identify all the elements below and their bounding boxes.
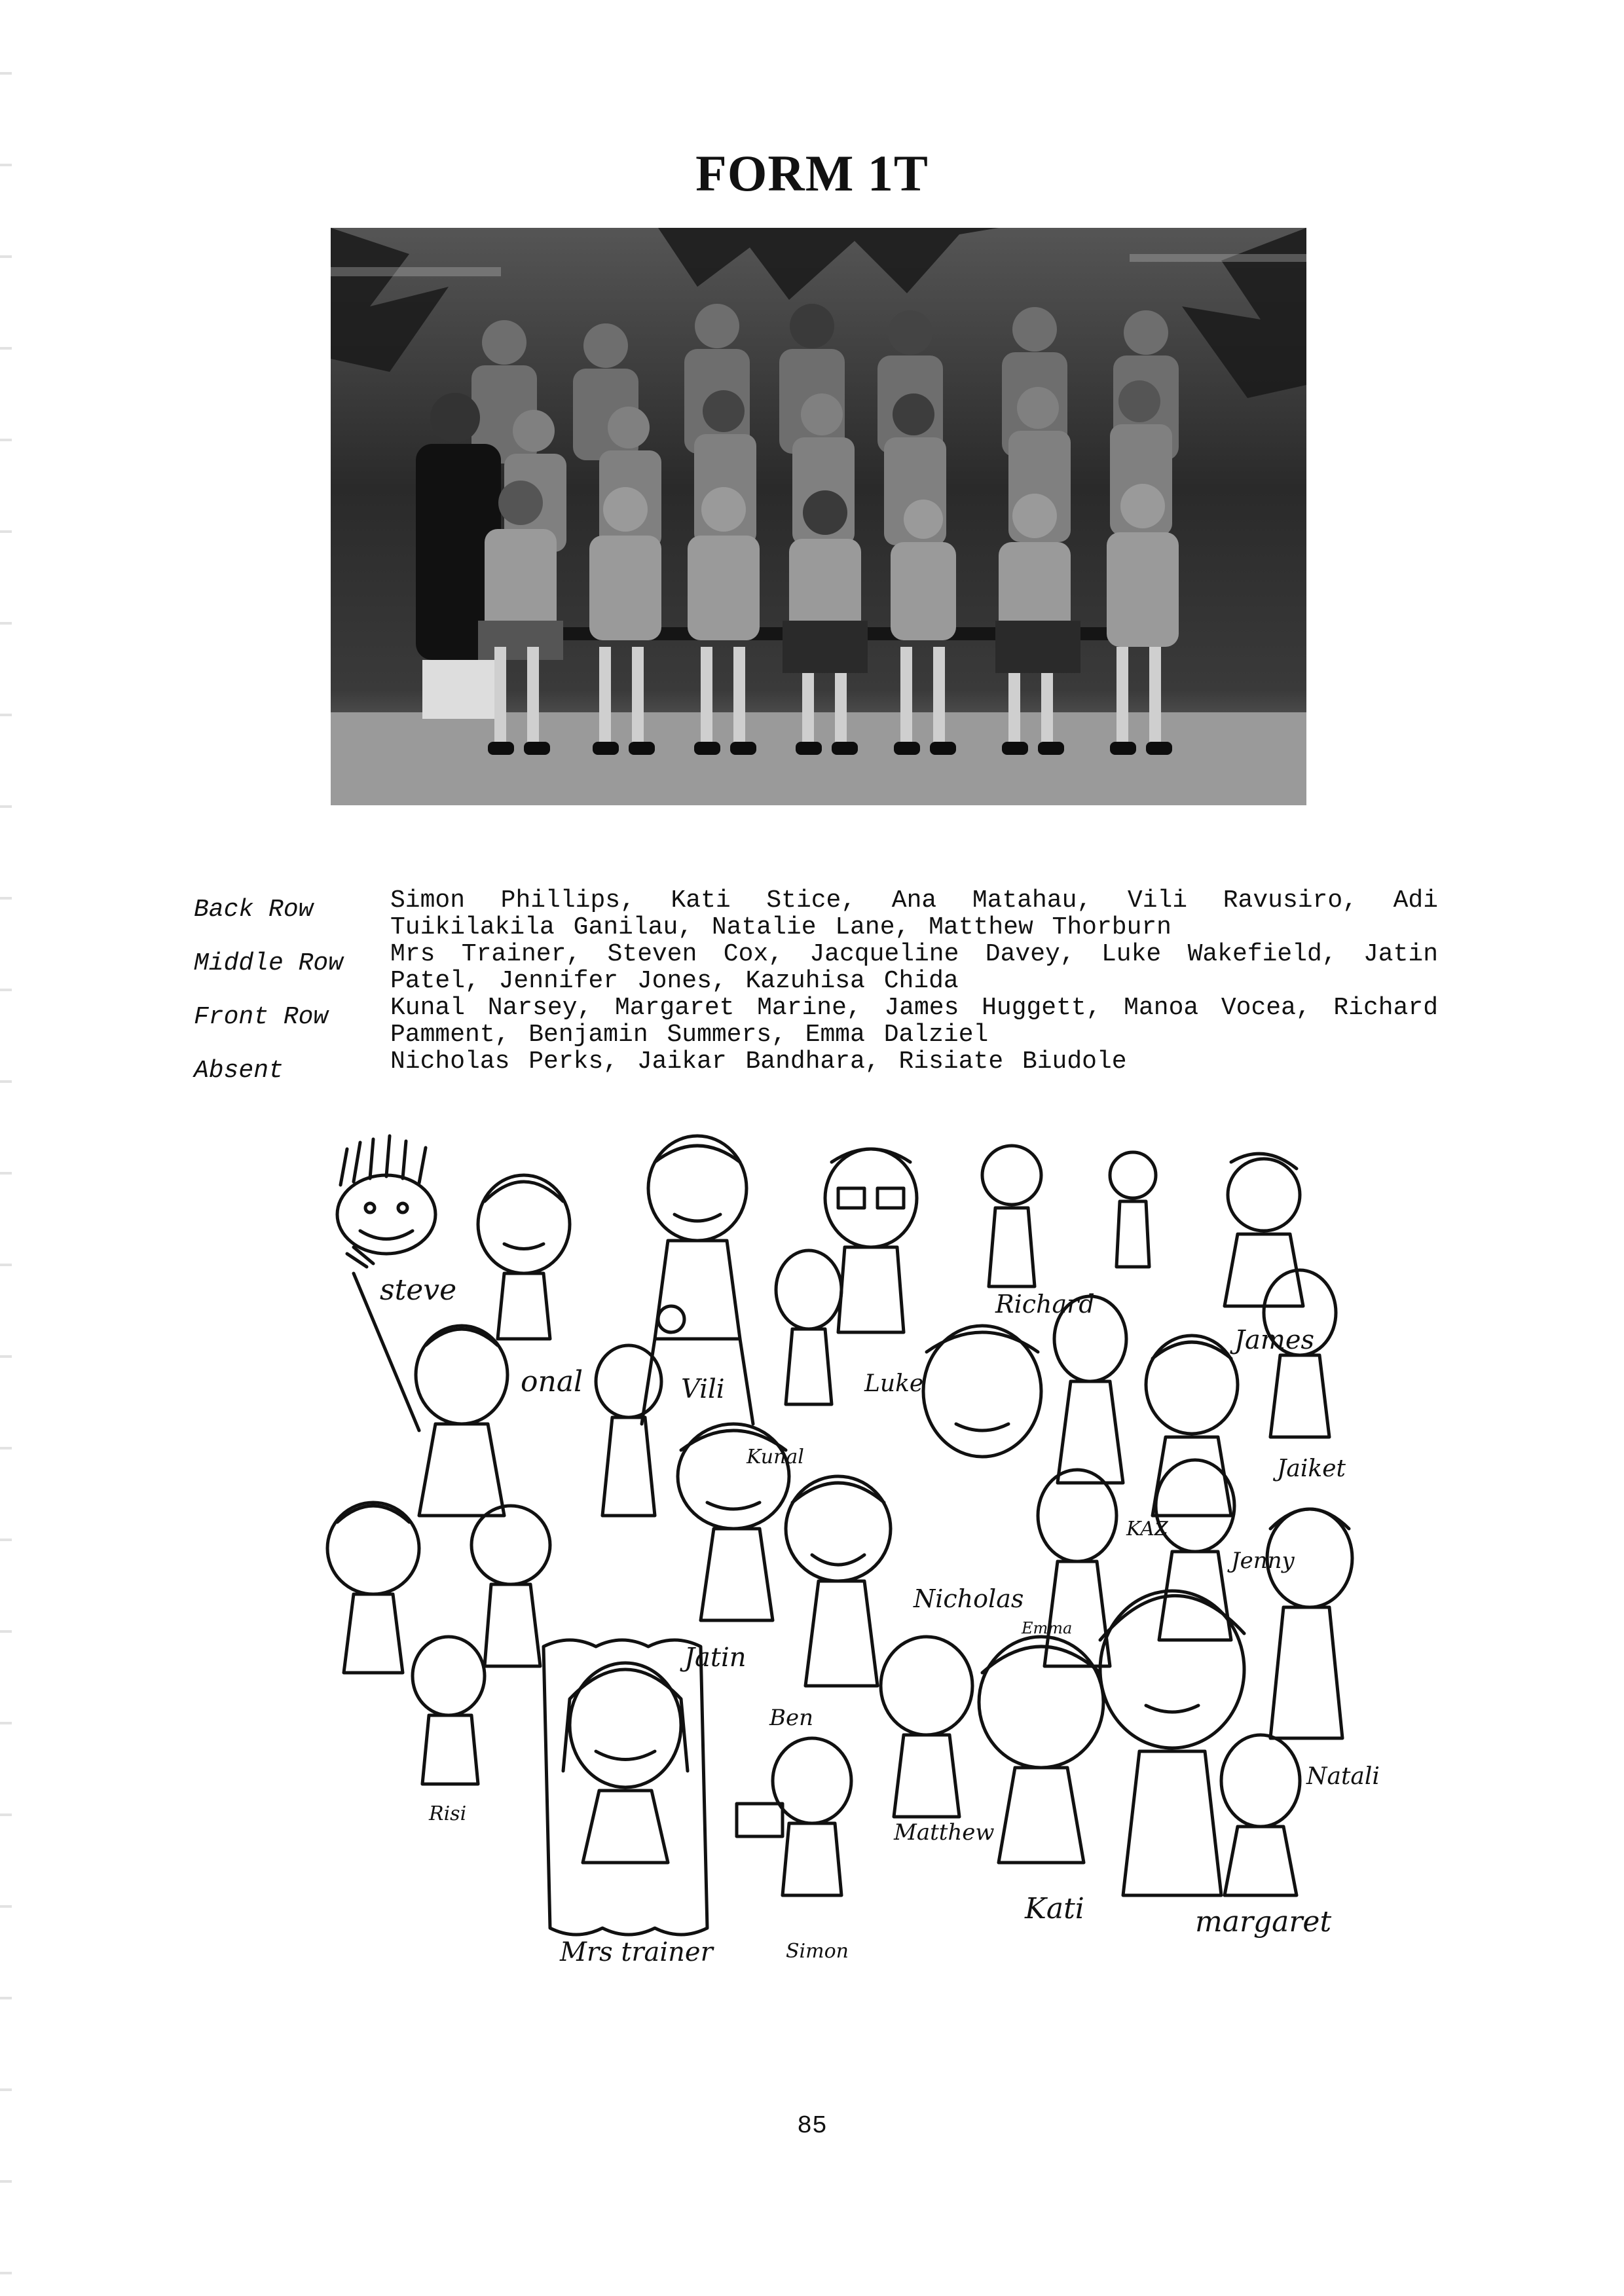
label-emma: Emma	[1022, 1619, 1073, 1637]
label-luke: Luke	[864, 1370, 924, 1397]
page-number: 85	[797, 2112, 827, 2140]
label-richard: Richard	[995, 1290, 1095, 1319]
row-names: Simon Phillips, Kati Stice, Ana Matahau, Vili Ravusiro, Adi Tuikilakila Ganilau, Natalie Lane, Matthew Thorburn	[390, 886, 1438, 941]
class-photo	[331, 228, 1306, 805]
row-names: Mrs Trainer, Steven Cox, Jacqueline Davey, Luke Wakefield, Jatin Patel, Jennifer Jones, Kazuhisa Chida	[390, 940, 1438, 995]
row-names: Kunal Narsey, Margaret Marine, James Huggett, Manoa Vocea, Richard Pamment, Benjamin Summers, Emma Dalziel	[390, 994, 1438, 1049]
class-list-row-absent	[194, 1048, 1438, 1084]
label-mrs-trainer: Mrs trainer	[560, 1937, 713, 1967]
cartoon-figures	[327, 1136, 1352, 1935]
label-steve: steve	[380, 1273, 457, 1307]
binding-edge	[0, 0, 12, 2296]
row-names: Nicholas Perks, Jaikar Bandhara, Risiate Biudole	[390, 1048, 1127, 1076]
label-jatin: Jatin	[684, 1643, 747, 1673]
label-matthew: Matthew	[894, 1819, 995, 1846]
row-label: Back Row	[194, 896, 314, 924]
label-simon: Simon	[786, 1940, 849, 1963]
row-label: Middle Row	[194, 949, 344, 977]
label-james: James	[1234, 1325, 1315, 1355]
page-title: FORM 1T	[695, 145, 929, 202]
label-onal: onal	[521, 1365, 583, 1398]
label-ben: Ben	[769, 1705, 814, 1731]
class-list-row-back	[194, 887, 1438, 941]
label-kunal: Kunal	[747, 1446, 804, 1468]
class-list-row-middle	[194, 941, 1438, 994]
class-caricature-drawing	[288, 1123, 1380, 1987]
label-kati: Kati	[1025, 1892, 1084, 1925]
label-margaret: margaret	[1195, 1905, 1332, 1939]
label-jaiket: Jaiket	[1277, 1455, 1346, 1482]
label-jenny: Jenny	[1231, 1548, 1295, 1574]
class-list	[194, 887, 1438, 1084]
row-label: Absent	[194, 1057, 284, 1085]
row-label: Front Row	[194, 1003, 329, 1031]
label-nicholas: Nicholas	[913, 1584, 1024, 1613]
label-kaz: KAZ	[1126, 1518, 1168, 1540]
label-natali: Natali	[1306, 1763, 1380, 1790]
label-vili: Vili	[681, 1374, 725, 1404]
class-list-row-front	[194, 994, 1438, 1048]
label-risi: Risi	[429, 1802, 467, 1825]
